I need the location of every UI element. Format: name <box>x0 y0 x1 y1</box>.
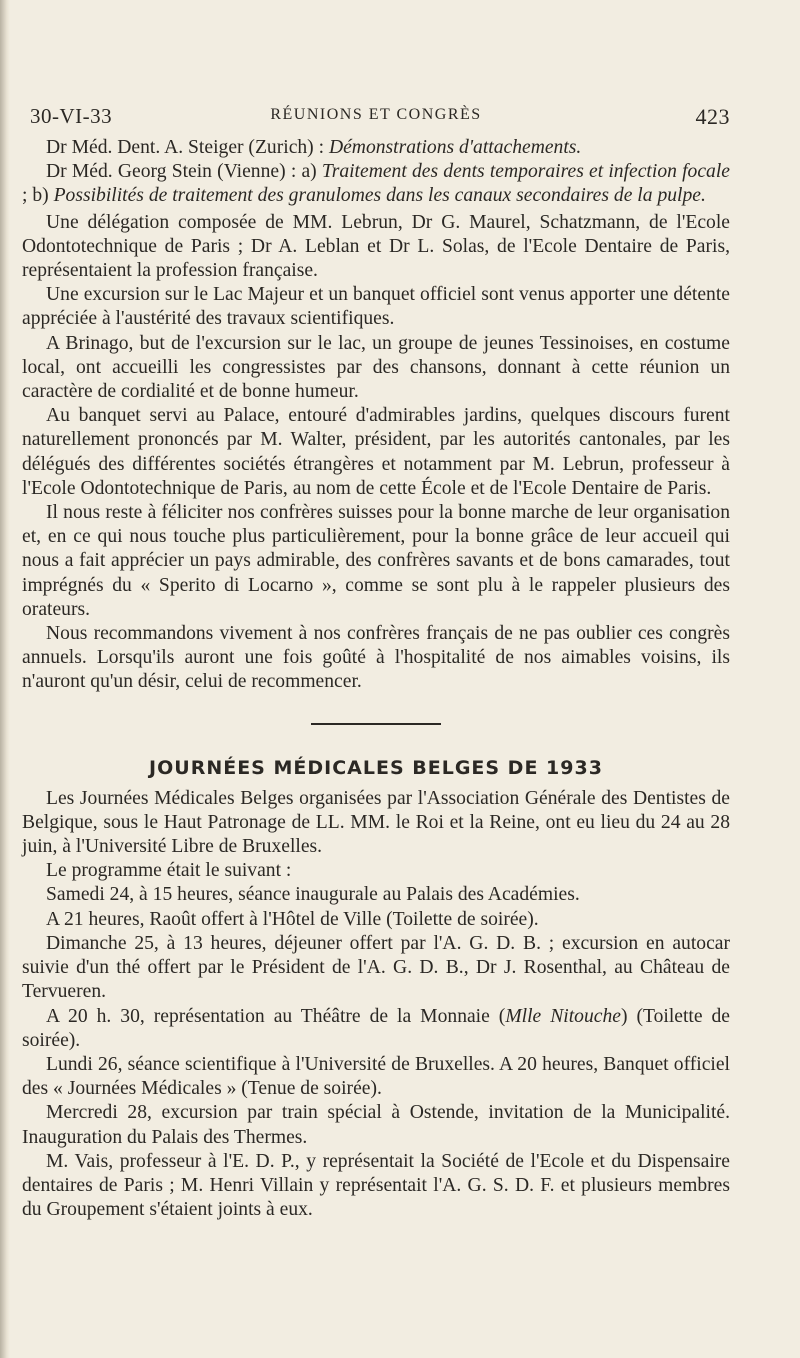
page-edge-shadow <box>0 0 10 1358</box>
paragraph-title-italic: Démonstrations d'attachements. <box>328 137 582 158</box>
paragraph-title-italic: Traitement des dents temporaires et infection focale <box>321 161 730 183</box>
paragraph: Une délégation composée de MM. Lebrun, Dr G. Maurel, Schatzmann, de l'Ecole Odontotechnique de Paris ; Dr A. Leblan et Dr L. Solas, de l'Ecole Dentaire de Paris, représentaient la profession française. <box>22 211 730 282</box>
paragraph: Dimanche 25, à 13 heures, déjeuner offert par l'A. G. D. B. ; excursion en autocar suivie d'un thé offert par le Président de l'A. G. D. B., Dr J. Rosenthal, au Château de Tervueren. <box>22 932 730 1003</box>
congress-report <box>22 136 730 695</box>
paragraph: Au banquet servi au Palace, entouré d'admirables jardins, quelques discours furent naturellement prononcés par M. Walter, président, par les autorités cantonales, par les délégués des différentes sociétés étrangères et notamment par M. Lebrun, professeur à l'Ecole Odontotechnique de Paris, au nom de cette École et de l'Ecole Dentaire de Paris. <box>22 405 730 499</box>
paragraph-title-italic: Possibilités de traitement des granulomes dans les canaux secondaires de la pulpe. <box>53 185 706 207</box>
play-title-italic: Mlle Nitouche <box>505 1005 621 1027</box>
paragraph <box>22 160 730 208</box>
paragraph: Mercredi 28, excursion par train spécial à Ostende, invitation de la Municipalité. Inauguration du Palais des Thermes. <box>22 1102 730 1148</box>
paragraph: Samedi 24, à 15 heures, séance inaugurale au Palais des Académies. <box>46 884 580 906</box>
paragraph: Nous recommandons vivement à nos confrères français de ne pas oublier ces congrès annuels. Lorsqu'ils auront une fois goûté à l'hospitalité de nos aimables voisins, ils n'auront qu'un désir, celui de recommencer. <box>22 623 730 693</box>
section-heading: JOURNÉES MÉDICALES BELGES DE 1933 <box>149 756 603 779</box>
section-divider <box>311 723 441 725</box>
belgian-medical-days <box>22 787 730 1223</box>
paragraph-text: Dr Méd. Georg Stein (Vienne) : a) <box>46 161 322 183</box>
paragraph: Il nous reste à féliciter nos confrères suisses pour la bonne marche de leur organisation et, en ce qui nous touche plus particulièrement, pour la bonne grâce de leur accueil qui nous a fait apprécier un pays admirable, des confrères savants et de bons camarades, tout imprégnés du « Sperito di Locarno », comme se sont plu à le rappeler plusieurs des orateurs. <box>22 502 730 620</box>
page <box>22 96 730 1222</box>
paragraph: Le programme était le suivant : <box>46 860 292 882</box>
paragraph-text: ) (Toilette de soirée). <box>22 1005 731 1051</box>
paragraph-text: A 20 h. 30, représentation au Théâtre de la Monnaie ( <box>46 1005 506 1027</box>
paragraph: Lundi 26, séance scientifique à l'Université de Bruxelles. A 20 heures, Banquet officiel des « Journées Médicales » (Tenue de soirée). <box>22 1053 730 1100</box>
paragraph: A Brinago, but de l'excursion sur le lac, un groupe de jeunes Tessinoises, en costume local, ont accueilli les congressistes par des chansons, donnant à cette réunion un caractère de cordialité et de bonne humeur. <box>22 332 730 403</box>
paragraph <box>22 136 730 160</box>
paragraph-text: ; b) <box>22 185 54 207</box>
paragraph <box>22 1005 730 1053</box>
paragraph: M. Vais, professeur à l'E. D. P., y représentait la Société de l'Ecole et du Dispensaire dentaires de Paris ; M. Henri Villain y représentait l'A. G. S. D. F. et plusieurs membres du Groupement s'étaient joints à eux. <box>22 1150 730 1221</box>
page-number: 423 <box>695 104 730 129</box>
paragraph: Une excursion sur le Lac Majeur et un banquet officiel sont venus apporter une détente appréciée à l'austérité des travaux scientifiques. <box>22 284 730 330</box>
header-date: 30-VI-33 <box>30 104 113 128</box>
paragraph: A 21 heures, Raoût offert à l'Hôtel de Ville (Toilette de soirée). <box>46 908 539 930</box>
header-section-title: RÉUNIONS ET CONGRÈS <box>270 106 482 123</box>
paragraph: Les Journées Médicales Belges organisées par l'Association Générale des Dentistes de Belgique, sous le Haut Patronage de LL. MM. le Roi et la Reine, ont eu lieu du 24 au 28 juin, à l'Université Libre de Bruxelles. <box>22 787 730 858</box>
running-header <box>22 96 730 136</box>
paragraph-text: Dr Méd. Dent. A. Steiger (Zurich) : <box>46 137 329 158</box>
